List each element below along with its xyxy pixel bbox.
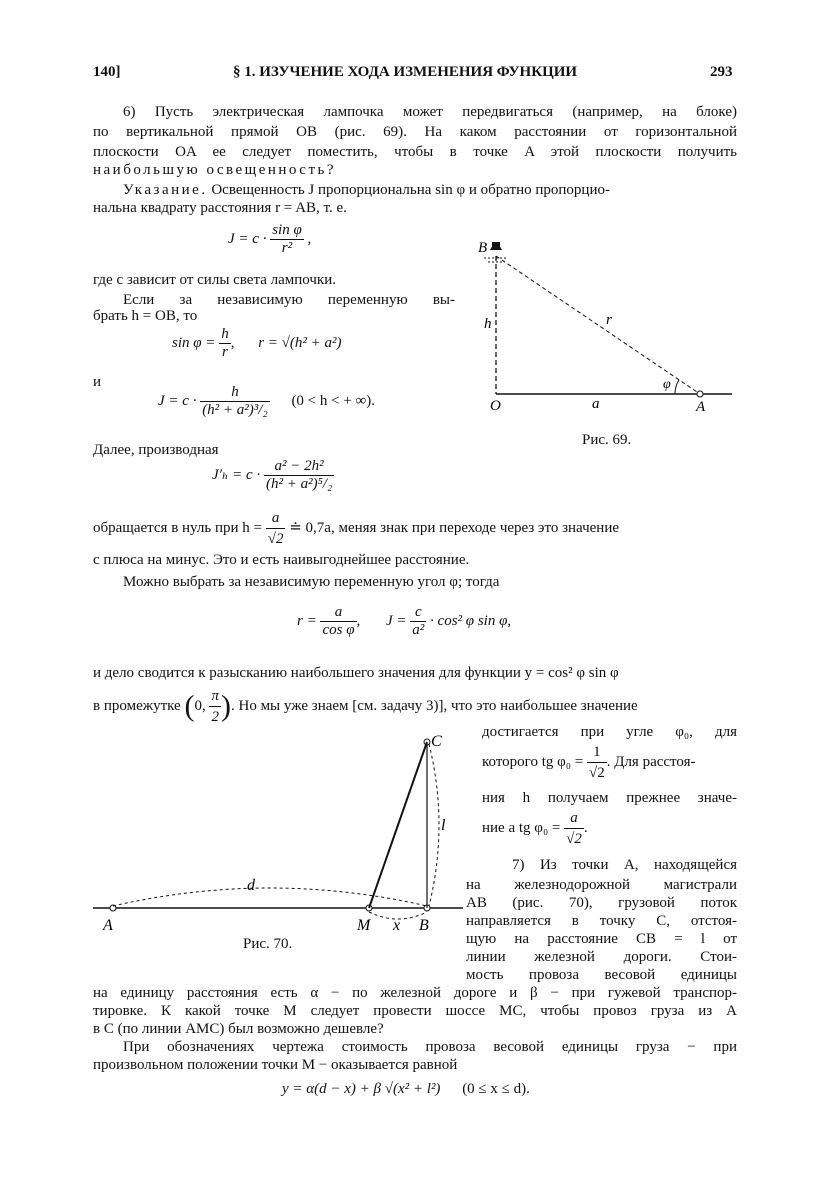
which-post: . Для расстоя- (606, 753, 696, 770)
formula3-num: h (231, 384, 239, 400)
value-post: . (583, 819, 588, 836)
formula1-tail: , (307, 230, 312, 247)
conj-and: и (93, 374, 102, 390)
line-if-independent: Если за независимую переменную вы- (123, 292, 455, 308)
zero-den: √2 (266, 528, 286, 549)
formula5-j-num: c (414, 604, 422, 620)
formula5-comma: , (356, 612, 361, 629)
running-title: § 1. ИЗУЧЕНИЕ ХОДА ИЗМЕНЕНИЯ ФУНКЦИИ (233, 64, 578, 80)
formula5-j-right: · cos² φ sin φ, (430, 612, 512, 629)
problem6-line2: по вертикальной прямой OB (рис. 69). На каком расстоянии от горизонтальной (93, 124, 737, 140)
problem7-line4: направляется в точку C, отстоя- (466, 913, 737, 929)
formula2-left: sin φ = (172, 334, 216, 351)
formula-cost (282, 1081, 530, 1098)
line-c-depends: где c зависит от силы света лампочки. (93, 272, 336, 288)
label-l: l (441, 817, 446, 834)
formula3-left: J = c · (158, 392, 197, 409)
interval-pre: в промежутке (93, 697, 181, 714)
formula3-cond: (0 < h < + ∞). (291, 392, 375, 409)
problem6-line3: плоскости OA ее следует поместить, чтобы в точке A этой плоскости получить (93, 144, 737, 160)
label-O: O (490, 398, 501, 412)
problem6-line1: 6) Пусть электрическая лампочка может передвигаться (например, на блоке) (123, 104, 737, 120)
problem7-full-line3: в C (по линии AMC) был возможно дешевле? (93, 1021, 384, 1037)
formula4-left: J′ₕ = c · (212, 466, 261, 483)
formula5-j-left: J = (386, 612, 407, 629)
interval-a: 0, (194, 697, 206, 714)
value-den: √2 (564, 828, 584, 849)
caption-fig70: Рис. 70. (243, 936, 293, 952)
problem6-question: наибольшую освещенность? (93, 162, 337, 178)
formula-illumination (228, 222, 311, 257)
line-angle-variable: Можно выбрать за независимую переменную угол φ; тогда (123, 574, 500, 590)
problem7-line2: на железнодорожной магистрали (466, 877, 737, 893)
which-den: √2 (587, 762, 607, 783)
formula2-den: r (219, 343, 231, 361)
problem7-line6: линии железной дороги. Стои- (466, 949, 737, 965)
formula1-left: J = c · (228, 230, 267, 247)
figure-69 (470, 236, 740, 412)
label-a: a (592, 396, 600, 412)
caption-fig69: Рис. 69. (582, 432, 632, 448)
which-pre: которого tg φ₀ = (482, 753, 584, 770)
interval-den: 2 (209, 706, 221, 727)
label-x: x (393, 917, 401, 934)
zero-pre: обращается в нуль при h = (93, 519, 262, 536)
problem7-line7: мость провоза весовой единицы (466, 967, 737, 983)
label-A: A (103, 917, 113, 934)
formula1-num: sin φ (272, 222, 302, 238)
arc-l (429, 744, 439, 906)
problem7-para2-line2: произвольном положении точки M − оказывается равной (93, 1057, 458, 1073)
label-M: M (357, 917, 371, 934)
formula-J-of-h (158, 384, 375, 419)
formula5-j-den: a² (412, 622, 425, 638)
line-MC (369, 742, 427, 908)
line-derivative: Далее, производная (93, 442, 219, 458)
zero-post: ≐ 0,7a, меняя знак при переходе через это значение (289, 519, 620, 536)
line-reduce: и дело сводится к разысканию наибольшего значения для функции y = cos² φ sin φ (93, 665, 619, 681)
formula1-den: r² (270, 239, 304, 257)
page-number: 293 (710, 64, 733, 80)
label-r: r (606, 312, 612, 328)
interval-post: . Но мы уже знаем [см. задачу 3)], что это наибольшее значение (230, 697, 638, 714)
problem7-full-line1: на единицу расстояния есть α − по железной дороге и β − при гужевой транспор- (93, 985, 737, 1001)
hint-word: Указание. (123, 182, 208, 198)
label-phi: φ (663, 377, 671, 392)
cost-formula-cond: (0 ≤ x ≤ d). (462, 1081, 530, 1097)
line-AB (496, 256, 700, 394)
hint-line2: нальна квадрату расстояния r = AB, т. е. (93, 200, 347, 216)
arc-d (113, 888, 427, 906)
zero-num: a (271, 510, 280, 526)
which-num: 1 (593, 744, 601, 760)
line-distance: ния h получаем прежнее значе- (482, 790, 737, 806)
value-pre: ние a tg φ₀ = (482, 819, 561, 836)
hint-line1 (123, 180, 737, 200)
header-section-number: 140] (93, 64, 121, 80)
formula3-den: (h² + a²)³/₂ (202, 402, 268, 418)
hint-rest: Освещенность J пропорциональна sin φ и обратно пропорцио- (207, 182, 610, 198)
line-reached: достигается при угле φ₀, для (482, 724, 737, 740)
formula-derivative (212, 458, 334, 493)
formula2-right: r = √(h² + a²) (258, 334, 342, 351)
label-d: d (247, 877, 255, 894)
line-interval: в промежутке (0, $\frac{\pi}{2}$ ). Но мы уже знаем [см. задачу 3)], что это наибольшее значение (93, 688, 638, 725)
cost-formula-left: y = α(d − x) + β √(x² + l²) (282, 1081, 441, 1097)
label-C: C (431, 733, 442, 750)
problem7-full-line2: тировке. К какой точке M следует провести шоссе MC, чтобы провоз груза из A (93, 1003, 737, 1019)
figure-70 (93, 730, 468, 940)
angle-phi-arc (675, 380, 679, 394)
line-sign-change: с плюса на минус. Это и есть наивыгоднейшее расстояние. (93, 552, 470, 568)
problem7-line5: щую на расстояние CB = l от (466, 931, 737, 947)
line-tg (482, 742, 696, 783)
formula4-num: a² − 2h² (274, 458, 324, 474)
line-value (482, 808, 588, 849)
formula2-num: h (221, 326, 229, 342)
formula-r-J-phi (297, 604, 511, 639)
formula4-den: (h² + a²)⁵/₂ (265, 476, 333, 492)
point-A (697, 391, 703, 397)
formula-sin-r (172, 326, 342, 361)
label-B: B (419, 917, 429, 934)
label-A: A (696, 399, 706, 412)
problem7-line1: 7) Из точки A, находящейся (512, 857, 737, 873)
formula5-r-left: r = (297, 612, 317, 629)
value-num: a (570, 810, 578, 826)
label-B: B (478, 240, 488, 256)
label-h: h (484, 316, 492, 332)
line-zero (93, 508, 619, 549)
formula5-r-num: a (334, 604, 343, 620)
formula2-mid: , (230, 334, 235, 351)
problem7-line3: AB (рис. 70), грузовой поток (466, 895, 737, 911)
formula5-r-den: cos φ (322, 622, 355, 638)
interval-num: π (211, 688, 219, 704)
line-choose-h: брать h = OB, то (93, 308, 198, 324)
problem7-para2-line1: При обозначениях чертежа стоимость провоза весовой единицы груза − при (123, 1039, 737, 1055)
